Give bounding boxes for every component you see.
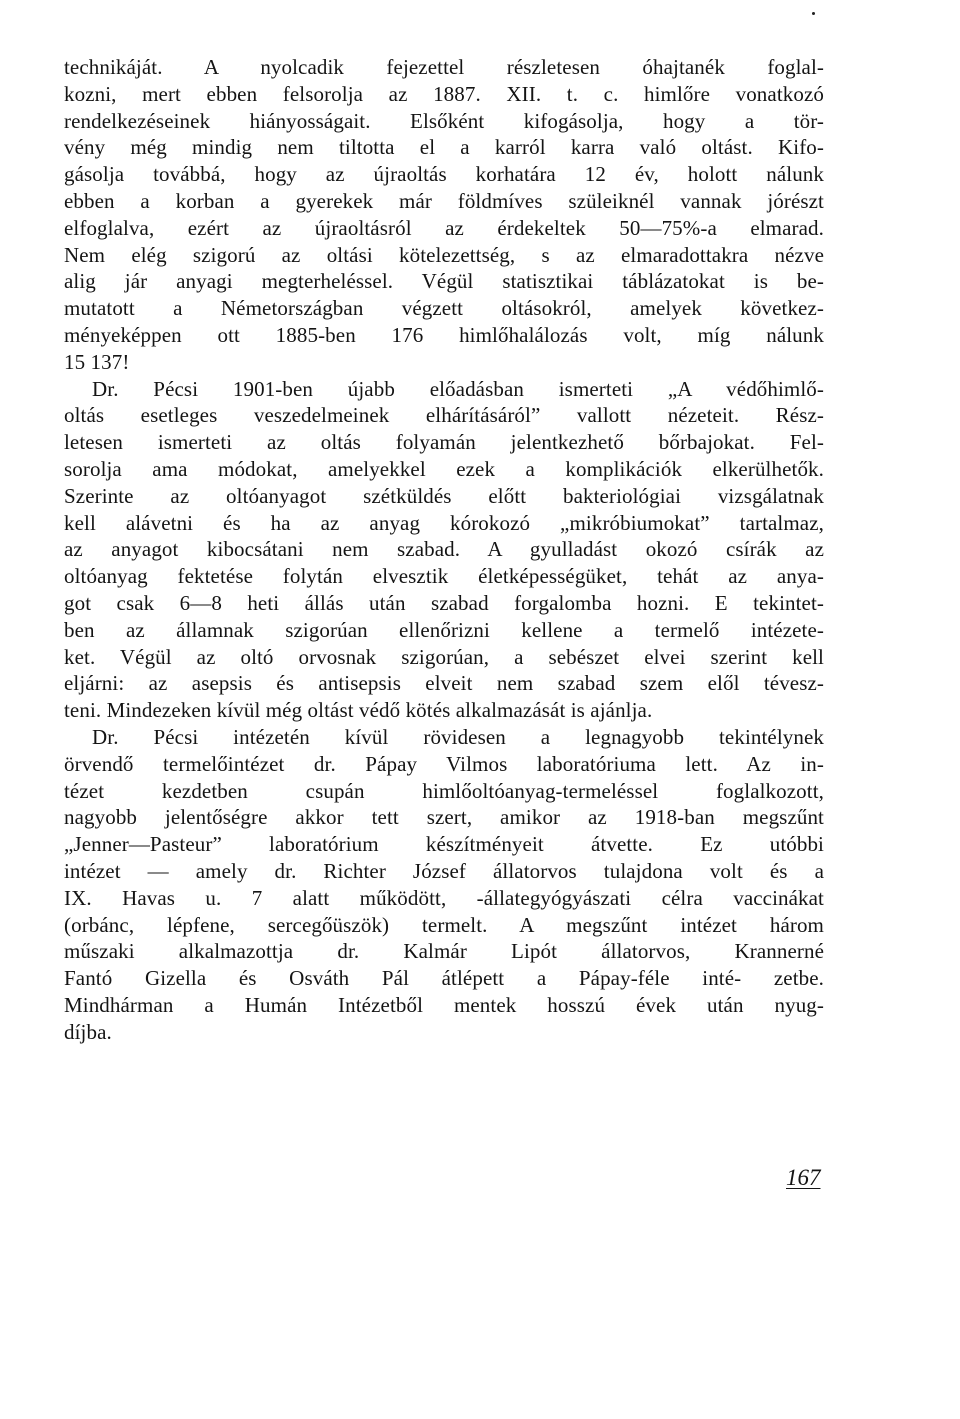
- text-line: elfoglalva, ezért az újraoltásról az érdekeltek 50—75%-a elmarad.: [64, 215, 824, 240]
- text-line: kozni, mert ebben felsorolja az 1887. XII. t. c. himlőre vonatkozó: [64, 81, 824, 106]
- text-line: műszaki alkalmazottja dr. Kalmár Lipót állatorvos, Krannerné: [64, 939, 824, 964]
- text-line: kell alávetni és ha az anyag kórokozó „mikróbiumokat” tartalmaz,: [64, 510, 824, 535]
- page-body: [64, 54, 824, 1045]
- print-speck: [812, 12, 815, 15]
- text-line: 15 137!: [64, 349, 130, 374]
- text-line: sorolja ama módokat, amelyekkel ezek a komplikációk elkerülhetők.: [64, 456, 824, 481]
- text-line: letesen ismerteti az oltás folyamán jelentkezhető bőrbajokat. Fel-: [64, 430, 824, 455]
- text-line: mutatott a Németországban végzett oltásokról, amelyek következ-: [64, 296, 824, 321]
- text-line: díjba.: [64, 1019, 112, 1044]
- text-line: Dr. Pécsi 1901-ben újabb előadásban ismerteti „A védőhimlő-: [92, 376, 824, 401]
- text-line: ket. Végül az oltó orvosnak szigorúan, a sebészet elvei szerint kell: [64, 644, 824, 669]
- text-line: oltás esetleges veszedelmeinek elhárításáról” vallott nézeteit. Rész-: [64, 403, 824, 428]
- text-line: az anyagot kibocsátani nem szabad. A gyulladást okozó csírák az: [64, 537, 824, 562]
- text-line: Dr. Pécsi intézetén kívül rövidesen a legnagyobb tekintélynek: [92, 724, 824, 749]
- text-line: (orbánc, lépfene, sercegőüszök) termelt. A megszűnt intézet három: [64, 912, 824, 937]
- text-line: IX. Havas u. 7 alatt működött, -állategyógyászati célra vaccinákat: [64, 885, 824, 910]
- text-line: örvendő termelőintézet dr. Pápay Vilmos laboratóriuma lett. Az in-: [64, 751, 824, 776]
- text-line: teni. Mindezeken kívül még oltást védő kötés alkalmazását is ajánlja.: [64, 698, 653, 723]
- page-number: 167: [786, 1165, 821, 1190]
- text-line: eljárni: az asepsis és antisepsis elveit nem szabad szem elől tévesz-: [64, 671, 824, 696]
- text-line: intézet — amely dr. Richter József állatorvos tulajdona volt és a: [64, 858, 824, 883]
- text-line: ben az államnak szigorúan ellenőrizni kellene a termelő intézete-: [64, 617, 824, 642]
- text-line: Mindhárman a Humán Intézetből mentek hosszú évek után nyug-: [64, 992, 824, 1017]
- text-line: Fantó Gizella és Osváth Pál átlépett a Pápay-féle inté- zetbe.: [64, 966, 824, 991]
- text-line: tézet kezdetben csupán himlőoltóanyag-termeléssel foglalkozott,: [64, 778, 824, 803]
- text-line: alig jár anyagi megterheléssel. Végül statisztikai táblázatokat is be-: [64, 269, 824, 294]
- text-line: ebben a korban a gyerekek már földmíves szüleiknél vannak jórészt: [64, 188, 824, 213]
- text-line: gásolja továbbá, hogy az újraoltás korhatára 12 év, holott nálunk: [64, 162, 824, 187]
- text-line: „Jenner—Pasteur” laboratórium készítményeit átvette. Ez utóbbi: [64, 832, 824, 857]
- text-line: vény még mindig nem tiltotta el a karról karra való oltást. Kifo-: [64, 135, 824, 160]
- text-line: ményeképpen ott 1885-ben 176 himlőhalálozás volt, míg nálunk: [64, 322, 824, 347]
- text-line: nagyobb jelentőségre akkor tett szert, amikor az 1918-ban megszűnt: [64, 805, 824, 830]
- text-line: rendelkezéseinek hiányosságait. Elsőként kifogásolja, hogy a tör-: [64, 108, 824, 133]
- text-line: technikáját. A nyolcadik fejezettel részletesen óhajtanék foglal-: [64, 55, 824, 79]
- text-line: oltóanyag fektetése folytán elvesztik életképességüket, tehát az anya-: [64, 564, 824, 589]
- text-line: Nem elég szigorú az oltási kötelezettség, s az elmaradottakra nézve: [64, 242, 824, 267]
- text-line: got csak 6—8 heti állás után szabad forgalomba hozni. E tekintet-: [64, 590, 824, 615]
- text-line: Szerinte az oltóanyagot szétküldés előtt bakteriológiai vizsgálatnak: [64, 483, 824, 508]
